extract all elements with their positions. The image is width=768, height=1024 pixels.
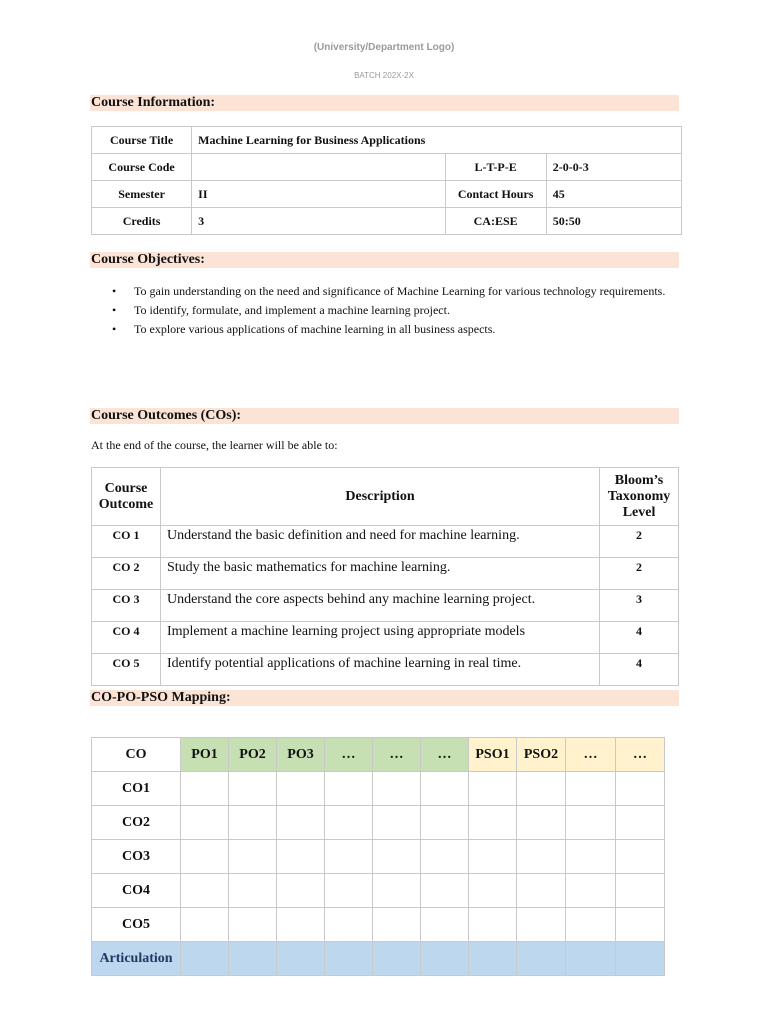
- mapping-cell: [517, 772, 566, 806]
- header-co: CO: [92, 738, 181, 772]
- mapping-cell: [517, 840, 566, 874]
- mapping-cell: [181, 806, 229, 840]
- articulation-cell: [469, 942, 517, 976]
- mapping-cell: [181, 772, 229, 806]
- course-outcomes-table: [91, 467, 679, 686]
- mapping-cell: [325, 806, 373, 840]
- header-blooms-level: Bloom’s Taxonomy Level: [600, 468, 679, 526]
- mapping-cell: [277, 806, 325, 840]
- header-po2: PO2: [229, 738, 277, 772]
- articulation-cell: [325, 942, 373, 976]
- header-po-ellipsis: …: [325, 738, 373, 772]
- objective-text: To explore various applications of machine learning in all business aspects.: [134, 322, 496, 336]
- mapping-cell: [229, 874, 277, 908]
- ltpe-value: 2-0-0-3: [546, 154, 681, 181]
- mapping-cell: [277, 874, 325, 908]
- list-item: [112, 283, 678, 300]
- bullet-icon: •: [112, 322, 117, 336]
- mapping-cell: [325, 874, 373, 908]
- articulation-cell: [517, 942, 566, 976]
- mapping-cell: [469, 806, 517, 840]
- table-row: [92, 654, 679, 686]
- mapping-cell: [517, 874, 566, 908]
- list-item: [112, 321, 678, 338]
- co-id: CO 3: [92, 590, 161, 622]
- mapping-cell: [181, 908, 229, 942]
- table-row: [92, 154, 682, 181]
- objective-text: To identify, formulate, and implement a machine learning project.: [134, 303, 450, 317]
- mapping-cell: [469, 908, 517, 942]
- articulation-cell: [181, 942, 229, 976]
- section-course-outcomes: Course Outcomes (COs):: [90, 408, 679, 424]
- course-title-label: Course Title: [92, 127, 192, 154]
- mapping-cell: [421, 874, 469, 908]
- mapping-cell: [421, 806, 469, 840]
- mapping-cell: [373, 806, 421, 840]
- co-level: 4: [600, 622, 679, 654]
- mapping-cell: [229, 806, 277, 840]
- mapping-cell: [181, 874, 229, 908]
- header-po-ellipsis: …: [373, 738, 421, 772]
- mapping-cell: [421, 908, 469, 942]
- table-row: [92, 558, 679, 590]
- co-description: Understand the basic definition and need for machine learning.: [160, 526, 599, 558]
- table-row: [92, 772, 665, 806]
- table-row: [92, 908, 665, 942]
- mapping-cell: [229, 908, 277, 942]
- articulation-cell: [373, 942, 421, 976]
- co-description: Identify potential applications of machine learning in real time.: [160, 654, 599, 686]
- mapping-cell: [517, 806, 566, 840]
- table-row: [92, 874, 665, 908]
- course-info-table: [91, 126, 682, 235]
- contact-hours-label: Contact Hours: [445, 181, 546, 208]
- table-header-row: [92, 468, 679, 526]
- mapping-cell: [277, 840, 325, 874]
- co-id: CO 4: [92, 622, 161, 654]
- mapping-cell: [616, 806, 665, 840]
- mapping-row-label: CO4: [92, 874, 181, 908]
- mapping-cell: [325, 840, 373, 874]
- mapping-cell: [373, 772, 421, 806]
- course-code-value: [192, 154, 445, 181]
- mapping-cell: [566, 806, 616, 840]
- mapping-cell: [616, 908, 665, 942]
- section-course-objectives: Course Objectives:: [90, 252, 679, 268]
- ltpe-label: L-T-P-E: [445, 154, 546, 181]
- mapping-cell: [517, 908, 566, 942]
- mapping-cell: [325, 908, 373, 942]
- co-level: 4: [600, 654, 679, 686]
- table-row: [92, 526, 679, 558]
- articulation-row: [92, 942, 665, 976]
- mapping-row-label: CO1: [92, 772, 181, 806]
- objective-text: To gain understanding on the need and significance of Machine Learning for various technology requirements.: [134, 284, 666, 298]
- mapping-cell: [325, 772, 373, 806]
- mapping-row-label: CO5: [92, 908, 181, 942]
- mapping-cell: [373, 908, 421, 942]
- header-pso1: PSO1: [469, 738, 517, 772]
- articulation-cell: [277, 942, 325, 976]
- table-row: [92, 127, 682, 154]
- table-row: [92, 590, 679, 622]
- ca-ese-label: CA:ESE: [445, 208, 546, 235]
- batch-label: BATCH 202X-2X: [354, 71, 414, 80]
- table-row: [92, 622, 679, 654]
- co-id: CO 1: [92, 526, 161, 558]
- table-row: [92, 840, 665, 874]
- mapping-cell: [616, 772, 665, 806]
- header-po3: PO3: [277, 738, 325, 772]
- mapping-cell: [277, 908, 325, 942]
- articulation-cell: [421, 942, 469, 976]
- header-po1: PO1: [181, 738, 229, 772]
- mapping-cell: [616, 840, 665, 874]
- mapping-cell: [469, 772, 517, 806]
- mapping-cell: [421, 772, 469, 806]
- co-level: 3: [600, 590, 679, 622]
- co-description: Study the basic mathematics for machine learning.: [160, 558, 599, 590]
- ca-ese-value: 50:50: [546, 208, 681, 235]
- list-item: [112, 302, 678, 319]
- mapping-cell: [229, 840, 277, 874]
- articulation-label: Articulation: [92, 942, 181, 976]
- section-co-po-pso-mapping: CO-PO-PSO Mapping:: [90, 690, 679, 706]
- mapping-cell: [566, 908, 616, 942]
- articulation-cell: [616, 942, 665, 976]
- table-row: [92, 806, 665, 840]
- mapping-cell: [469, 874, 517, 908]
- table-row: [92, 181, 682, 208]
- co-id: CO 5: [92, 654, 161, 686]
- co-level: 2: [600, 558, 679, 590]
- bullet-icon: •: [112, 284, 117, 298]
- co-po-pso-mapping-table: [91, 737, 665, 976]
- mapping-row-label: CO3: [92, 840, 181, 874]
- mapping-cell: [229, 772, 277, 806]
- objectives-list: [112, 283, 678, 340]
- header-pso2: PSO2: [517, 738, 566, 772]
- header-pso-ellipsis: …: [566, 738, 616, 772]
- semester-value: II: [192, 181, 445, 208]
- mapping-row-label: CO2: [92, 806, 181, 840]
- university-logo-placeholder: (University/Department Logo): [313, 42, 455, 53]
- mapping-cell: [373, 840, 421, 874]
- mapping-header-row: [92, 738, 665, 772]
- co-description: Understand the core aspects behind any machine learning project.: [160, 590, 599, 622]
- mapping-cell: [373, 874, 421, 908]
- course-title-value: Machine Learning for Business Applications: [192, 127, 682, 154]
- co-level: 2: [600, 526, 679, 558]
- mapping-cell: [421, 840, 469, 874]
- header-po-ellipsis: …: [421, 738, 469, 772]
- articulation-cell: [566, 942, 616, 976]
- contact-hours-value: 45: [546, 181, 681, 208]
- mapping-cell: [469, 840, 517, 874]
- mapping-cell: [566, 772, 616, 806]
- header-pso-ellipsis: …: [616, 738, 665, 772]
- header-description: Description: [160, 468, 599, 526]
- course-code-label: Course Code: [92, 154, 192, 181]
- header-course-outcome: Course Outcome: [92, 468, 161, 526]
- mapping-cell: [566, 840, 616, 874]
- mapping-cell: [277, 772, 325, 806]
- table-row: [92, 208, 682, 235]
- credits-label: Credits: [92, 208, 192, 235]
- outcomes-intro: At the end of the course, the learner will be able to:: [91, 438, 338, 452]
- credits-value: 3: [192, 208, 445, 235]
- mapping-cell: [616, 874, 665, 908]
- co-description: Implement a machine learning project using appropriate models: [160, 622, 599, 654]
- section-course-information: Course Information:: [90, 95, 679, 111]
- semester-label: Semester: [92, 181, 192, 208]
- bullet-icon: •: [112, 303, 117, 317]
- mapping-cell: [566, 874, 616, 908]
- co-id: CO 2: [92, 558, 161, 590]
- articulation-cell: [229, 942, 277, 976]
- mapping-cell: [181, 840, 229, 874]
